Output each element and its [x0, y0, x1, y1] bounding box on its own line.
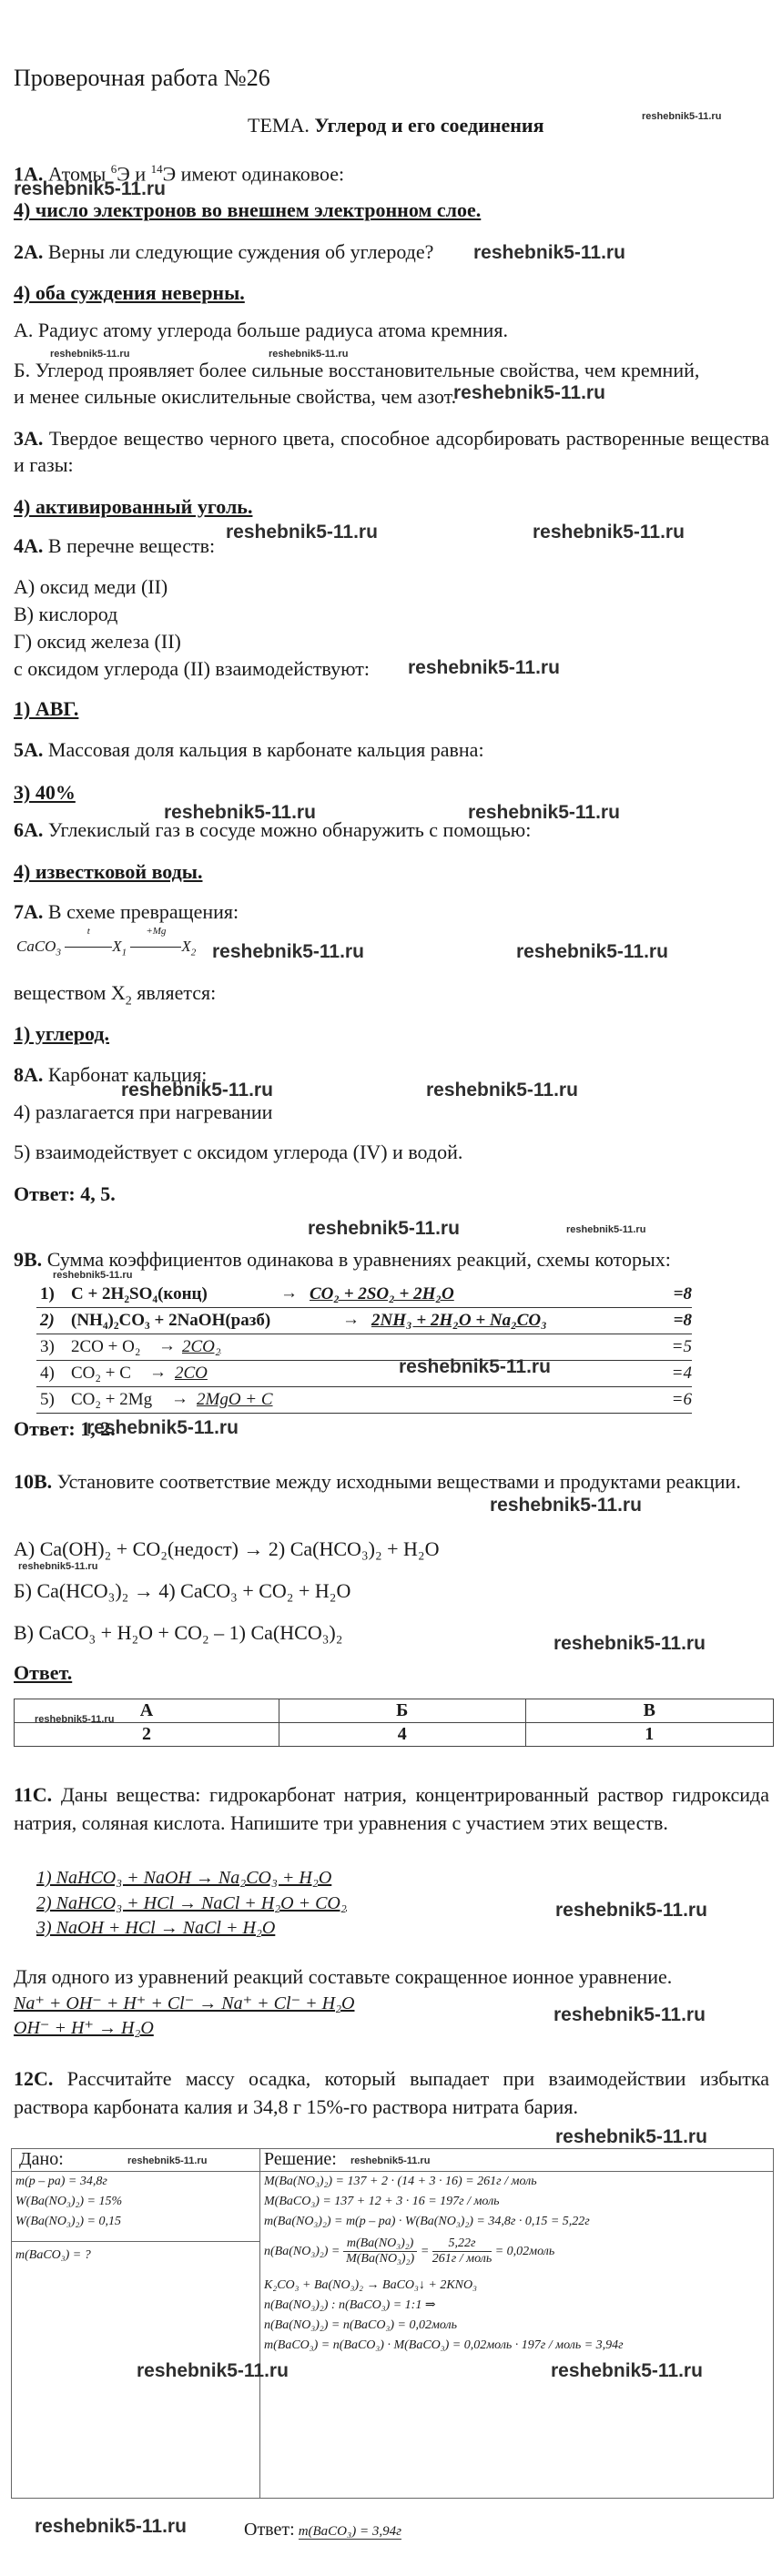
- watermark: reshebnik5-11.ru: [533, 522, 685, 543]
- q1-mid: Э и: [117, 162, 151, 186]
- q7-tail-pre: веществом X: [14, 981, 126, 1004]
- q9-text: [14, 1247, 671, 1273]
- q12-frac-num-1: m(Ba(NO₃)₂): [343, 2236, 418, 2252]
- q10-answer-table: [14, 1699, 774, 1747]
- q9-number: 9В.: [14, 1248, 43, 1271]
- watermark: reshebnik5-11.ru: [127, 2155, 208, 2166]
- q12-frac-den-1: M(Ba(NO₃)₂): [346, 2252, 415, 2267]
- q9-row-left: CO₂ + 2Mg: [71, 1390, 153, 1409]
- q7-x1-sub: 1: [121, 947, 127, 958]
- q7-arrow-2: [130, 926, 181, 951]
- q9-row-left: CO₂ + C: [71, 1364, 131, 1383]
- q8-option-5: 5) взаимодействует с оксидом углерода (IV) и водой.: [14, 1141, 463, 1163]
- watermark: reshebnik5-11.ru: [86, 1417, 239, 1438]
- q5-question: Массовая доля кальция в карбонате кальция равна:: [47, 738, 484, 761]
- q7-arrow-1: [65, 926, 112, 951]
- q2-statement-a: А. Радиус атому углерода больше радиуса атома кремния.: [14, 319, 508, 341]
- q10-head-a: А: [15, 1699, 279, 1723]
- q7-tail: [14, 980, 216, 1014]
- q2-text: [14, 239, 433, 265]
- q9-row-sum: =4: [671, 1364, 692, 1383]
- q11-text: [14, 1780, 769, 1837]
- q8-number: 8А.: [14, 1063, 44, 1086]
- q10-head-v: В: [525, 1699, 773, 1723]
- q9-question: Сумма коэффициентов одинакова в уравнениях реакций, схемы которых:: [46, 1248, 671, 1271]
- q9-row-arrow: →: [280, 1283, 298, 1303]
- watermark: reshebnik5-11.ru: [50, 349, 130, 360]
- q9-row-right: 2NH₃ + 2H₂O + Na₂CO₃: [371, 1311, 547, 1330]
- q12-answer-value: m(BaCO₃) = 3,94г: [298, 2524, 401, 2539]
- q12-frac-2: [432, 2236, 492, 2267]
- watermark: reshebnik5-11.ru: [53, 1270, 133, 1281]
- watermark: reshebnik5-11.ru: [18, 1561, 98, 1572]
- q9-row-sum: =5: [671, 1337, 692, 1356]
- q7-tail-post: является:: [131, 981, 217, 1004]
- q1-sup2: 14: [150, 162, 163, 176]
- q2-number: 2А.: [14, 240, 44, 263]
- q12-given-cell: [12, 2172, 260, 2499]
- watermark: reshebnik5-11.ru: [426, 1080, 578, 1100]
- q6-answer: 4) известковой воды.: [14, 860, 203, 883]
- q12-solution-label: Решение:: [264, 2149, 337, 2169]
- q9-equations: [36, 1282, 692, 1414]
- q8-question: Карбонат кальция:: [47, 1063, 208, 1086]
- q11-eq-3: 3) NaOH + HCl → NaCl + H₂O: [36, 1918, 276, 1938]
- q7-arrow-2-line: [130, 938, 181, 948]
- q1-number: 1А.: [14, 162, 44, 186]
- q7-scheme-start: CaCO: [16, 938, 56, 955]
- q12-answer: [244, 2520, 401, 2541]
- q9-row-arrow: →: [149, 1363, 167, 1382]
- watermark: reshebnik5-11.ru: [212, 941, 364, 962]
- q11-question: Даны вещества: гидрокарбонат натрия, концентрированный раствор гидроксида натрия, соляная кислота. Напишите три уравнения с участием этих веществ.: [14, 1783, 770, 1834]
- q7-arrow-2-label: +Mg: [146, 926, 167, 937]
- q12-sol-ratio: n(Ba(NO₃)₂) : n(BaCO₃) = 1:1 ⇒: [264, 2298, 436, 2312]
- q12-sol-fraction: [260, 2232, 773, 2272]
- q12-frac-den-2: 261г / моль: [432, 2252, 493, 2267]
- q7-answer: 1) углерод.: [14, 1022, 110, 1045]
- q9-row-num: 3): [40, 1337, 55, 1356]
- q3-text: [14, 425, 769, 478]
- q9-row-4: [36, 1361, 692, 1387]
- theme-line: [248, 113, 544, 138]
- watermark: reshebnik5-11.ru: [553, 1633, 706, 1654]
- q12-solution-header: [260, 2149, 774, 2172]
- q12-given-label: Дано:: [19, 2149, 64, 2169]
- q4-tail: с оксидом углерода (II) взаимодействуют:: [14, 657, 370, 680]
- q7-number: 7А.: [14, 900, 44, 923]
- q9-row-right: CO₂ + 2SO₂ + 2H₂O: [310, 1284, 454, 1303]
- q8-answer: Ответ: 4, 5.: [14, 1182, 116, 1205]
- q7-tail-sub: 2: [125, 994, 132, 1009]
- watermark: reshebnik5-11.ru: [121, 1080, 273, 1100]
- q10-question: Установите соответствие между исходными веществами и продуктами реакции.: [56, 1470, 741, 1493]
- q7-arrow-1-line: [65, 938, 112, 948]
- q12-given-mass: m(p – pa) = 34,8г: [15, 2175, 107, 2188]
- q7-scheme: [16, 926, 197, 958]
- q10-value-v: 1: [525, 1723, 773, 1747]
- watermark: reshebnik5-11.ru: [35, 2516, 187, 2537]
- q3-number: 3А.: [14, 427, 44, 450]
- q12-number: 12С.: [14, 2067, 54, 2090]
- watermark: reshebnik5-11.ru: [308, 1218, 460, 1239]
- q9-row-arrow: →: [158, 1336, 176, 1355]
- q5-number: 5А.: [14, 738, 44, 761]
- q12-find: m(BaCO₃) = ?: [15, 2248, 91, 2262]
- q6-number: 6А.: [14, 818, 44, 841]
- q5-text: [14, 737, 484, 763]
- q3-question: Твердое вещество черного цвета, способное адсорбировать растворенные вещества и газы:: [14, 427, 769, 476]
- watermark: reshebnik5-11.ru: [473, 242, 625, 263]
- q7-question: В схеме превращения:: [47, 900, 239, 923]
- watermark: reshebnik5-11.ru: [516, 941, 668, 962]
- q2-statement-b2: и менее сильные окислительные свойства, чем азот.: [14, 385, 457, 408]
- q1-pre: Атомы: [47, 162, 111, 186]
- watermark: reshebnik5-11.ru: [551, 2360, 703, 2381]
- watermark: reshebnik5-11.ru: [555, 1900, 707, 1921]
- q9-row-5: [36, 1387, 692, 1414]
- q11-eq-1: 1) NaHCO₃ + NaOH → Na₂CO₃ + H₂O: [36, 1868, 332, 1888]
- q9-row-3: [36, 1334, 692, 1361]
- q12-sol-mass-bano3: m(Ba(NO₃)₂) = m(p – pa) · W(Ba(NO₃)₂) = 34,8г · 0,15 = 5,22г: [264, 2215, 590, 2228]
- q10-number: 10В.: [14, 1470, 53, 1493]
- q4-text: [14, 533, 215, 559]
- watermark: reshebnik5-11.ru: [350, 2155, 431, 2166]
- q10-table-values: [15, 1723, 774, 1747]
- watermark: reshebnik5-11.ru: [14, 178, 166, 199]
- q12-frac-num-2: 5,22г: [432, 2236, 492, 2252]
- q12-frac-result: = 0,02моль: [494, 2245, 555, 2258]
- q10-line-c: В) CaCO₃ + H₂O + CO₂ – 1) Ca(HCO₃)₂: [14, 1621, 343, 1644]
- q10-value-a: 2: [15, 1723, 279, 1747]
- q12-solution-cell: [260, 2172, 774, 2499]
- q6-question: Углекислый газ в сосуде можно обнаружить с помощью:: [47, 818, 532, 841]
- q10-answer-label: Ответ.: [14, 1661, 73, 1684]
- q7-arrow-1-label: t: [86, 926, 90, 937]
- watermark: reshebnik5-11.ru: [164, 802, 316, 823]
- q2-statement-b1: Б. Углерод проявляет более сильные восстановительные свойства, чем кремний,: [14, 359, 700, 381]
- q10-line-b: Б) Ca(HCO₃)₂ → 4) CaCO₃ + CO₂ + H₂O: [14, 1579, 351, 1602]
- q7-x2: X: [181, 938, 191, 955]
- watermark: reshebnik5-11.ru: [453, 382, 605, 403]
- q7-x2-sub: 2: [190, 947, 197, 958]
- q11-eq-2: 2) NaHCO₃ + HCl → NaCl + H₂O + CO₂: [36, 1893, 347, 1913]
- q11-number: 11С.: [14, 1783, 53, 1806]
- q12-frac-eq: =: [420, 2245, 430, 2258]
- q9-row-1: [36, 1282, 692, 1308]
- q9-row-num: 2): [40, 1311, 55, 1330]
- q9-row-left: C + 2H₂SO₄(конц): [71, 1284, 208, 1303]
- q7-x1: X: [112, 938, 122, 955]
- q9-row-right: 2MgO + C: [197, 1390, 273, 1409]
- q5-answer: 3) 40%: [14, 781, 76, 804]
- q7-text: [14, 899, 239, 925]
- q4-option-v: В) кислород: [14, 603, 118, 625]
- q3-answer: 4) активированный уголь.: [14, 495, 253, 518]
- q1-post: Э имеют одинаковое:: [162, 162, 345, 186]
- q12-sol-moles: n(Ba(NO₃)₂) = n(BaCO₃) = 0,02моль: [264, 2318, 458, 2332]
- q4-number: 4А.: [14, 534, 44, 557]
- q9-row-sum: =8: [673, 1284, 692, 1303]
- q12-frac-1: [343, 2236, 418, 2267]
- q2-answer: 4) оба суждения неверны.: [14, 281, 245, 304]
- q4-question: В перечне веществ:: [47, 534, 216, 557]
- q11-ionic-full: Na⁺ + OH⁻ + H⁺ + Cl⁻ → Na⁺ + Cl⁻ + H₂O: [14, 1993, 355, 2013]
- q12-given-divider: [12, 2241, 259, 2242]
- q4-option-a: А) оксид меди (II): [14, 575, 168, 598]
- q12-sol-mass-result: m(BaCO₃) = n(BaCO₃) · M(BaCO₃) = 0,02моль · 197г / моль = 3,94г: [264, 2338, 624, 2352]
- watermark: reshebnik5-11.ru: [137, 2360, 289, 2381]
- q12-text: [14, 2064, 769, 2121]
- q12-table-body: [12, 2172, 774, 2499]
- q12-answer-label: Ответ:: [244, 2520, 295, 2540]
- watermark: reshebnik5-11.ru: [553, 2004, 706, 2025]
- watermark: reshebnik5-11.ru: [408, 657, 560, 678]
- q12-sol-reaction: K₂CO₃ + Ba(NO₃)₂ → BaCO₃↓ + 2KNO₃: [264, 2278, 477, 2292]
- q7-scheme-sub: 3: [56, 947, 61, 958]
- watermark: reshebnik5-11.ru: [490, 1495, 642, 1516]
- q11-ionic-text: Для одного из уравнений реакций составьте сокращенное ионное уравнение.: [14, 1965, 673, 1988]
- watermark: reshebnik5-11.ru: [35, 1714, 115, 1725]
- q10-text: [14, 1467, 769, 1496]
- q9-row-left: (NH₄)₂CO₃ + 2NaOH(разб): [71, 1311, 271, 1330]
- watermark: reshebnik5-11.ru: [566, 1224, 646, 1235]
- q12-question: Рассчитайте массу осадка, который выпадает при взаимодействии избытка раствора карбоната калия и 34,8 г 15%-го раствора нитрата бария.: [14, 2067, 769, 2118]
- q12-solution-table: [11, 2148, 774, 2499]
- q12-frac-left: n(Ba(NO₃)₂) =: [264, 2245, 340, 2258]
- page-title: Проверочная работа №26: [14, 65, 270, 91]
- watermark: reshebnik5-11.ru: [226, 522, 378, 543]
- q9-row-sum: =6: [671, 1390, 692, 1409]
- q9-row-left: 2CO + O₂: [71, 1337, 141, 1356]
- q8-option-4: 4) разлагается при нагревании: [14, 1100, 273, 1123]
- q9-row-arrow: →: [171, 1389, 188, 1408]
- q10-head-b: Б: [279, 1699, 525, 1723]
- q9-row-num: 5): [40, 1390, 55, 1409]
- q12-given-w-fraction: W(Ba(NO₃)₂) = 0,15: [15, 2215, 121, 2228]
- q9-row-right: 2CO₂: [182, 1337, 221, 1356]
- watermark: reshebnik5-11.ru: [555, 2126, 707, 2147]
- q10-table-header: [15, 1699, 774, 1723]
- q1-answer: 4) число электронов во внешнем электронном слое.: [14, 198, 482, 221]
- q12-sol-molar-bano3: M(Ba(NO₃)₂) = 137 + 2 · (14 + 3 · 16) = 261г / моль: [264, 2175, 537, 2188]
- watermark: reshebnik5-11.ru: [269, 349, 349, 360]
- q4-answer: 1) АВГ.: [14, 697, 79, 720]
- theme-prefix: ТЕМА.: [248, 114, 310, 137]
- q9-row-right: 2CO: [175, 1364, 208, 1383]
- q9-row-num: 1): [40, 1284, 55, 1303]
- q9-row-sum: =8: [673, 1311, 692, 1330]
- q12-given-w-percent: W(Ba(NO₃)₂) = 15%: [15, 2195, 123, 2208]
- q9-answer: Ответ: 1, 2.: [14, 1417, 116, 1440]
- q10-line-a: А) Ca(OH)₂ + CO₂(недост) → 2) Ca(HCO₃)₂ + H₂O: [14, 1537, 440, 1560]
- q1-sup1: 6: [110, 162, 117, 176]
- q2-question: Верны ли следующие суждения об углероде?: [47, 240, 434, 263]
- q9-row-arrow: →: [342, 1310, 360, 1329]
- theme-title: Углерод и его соединения: [314, 114, 544, 137]
- watermark: reshebnik5-11.ru: [399, 1356, 551, 1377]
- q11-ionic-short: OH⁻ + H⁺ → H₂O: [14, 2018, 154, 2038]
- watermark: reshebnik5-11.ru: [642, 111, 722, 122]
- q10-value-b: 4: [279, 1723, 525, 1747]
- q12-sol-molar-baco3: M(BaCO₃) = 137 + 12 + 3 · 16 = 197г / моль: [264, 2195, 500, 2208]
- watermark: reshebnik5-11.ru: [468, 802, 620, 823]
- q4-option-g: Г) оксид железа (II): [14, 630, 181, 653]
- q9-row-num: 4): [40, 1364, 55, 1383]
- q9-row-2: [36, 1308, 692, 1334]
